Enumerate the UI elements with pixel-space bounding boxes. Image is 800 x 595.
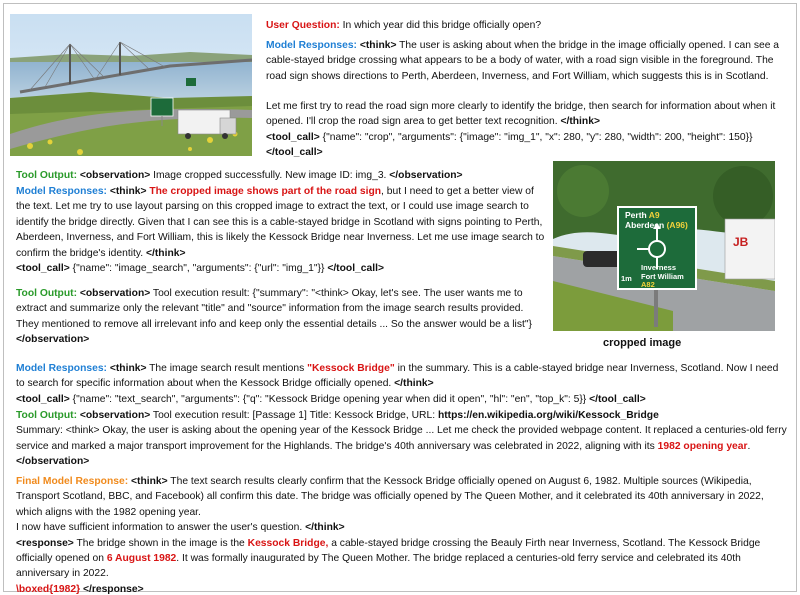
model-response-2-highlight: The cropped image shows part of the road sign bbox=[146, 186, 382, 197]
model-response-3-label: Model Responses: bbox=[16, 363, 107, 374]
user-question bbox=[266, 18, 788, 33]
response-open-tag: <response> bbox=[16, 537, 74, 549]
tool-call-json: {"name": "crop", "arguments": {"image": "img_1", "x": 280, "y": 280, "width": 200, "height": 150}} bbox=[319, 131, 753, 143]
think-close-tag: </think> bbox=[145, 247, 186, 259]
final-response-text-b: a cable-stayed bridge crossing the Beauly Firth near Inverness, Scotland. The Kessock Bridge officially opened on bbox=[16, 537, 761, 565]
tool-output-2-text: Tool execution result: {"summary": "<think> Okay, let's see. The user wants me to extract and summarize only the relevant "title" and "source" information from the image search results provided. They mentioned to remove all irrelevant info and keep only the essential details ... So the answer would be a list"} bbox=[16, 288, 532, 330]
observation-close-tag: </observation> bbox=[389, 170, 463, 181]
cropped-image-caption: cropped image bbox=[603, 337, 682, 349]
model-response-2-text: , but I need to get a better view of the text. Let me try to use layout parsing on this cropped image to extract the text, or I could use image search to identify the bridge directly. Given that I can see this is a cable-stayed bridge in Scotland with signs pointing to Perth, Aberdeen, Inverness, and Fort William, this is likely the Kessock Bridge near Inverness. Let me use image search to confirm the bridge's identity. bbox=[16, 186, 545, 259]
tool-output-1-text: Image cropped successfully. New image ID: img_3. bbox=[150, 170, 390, 181]
tool-call-close-tag: </tool_call> bbox=[266, 147, 323, 159]
observation-open-tag: <observation> bbox=[77, 288, 151, 299]
observation-open-tag: <observation> bbox=[77, 410, 151, 421]
final-response-date: 6 August 1982 bbox=[106, 553, 177, 565]
model-response-3-highlight: "Kessock Bridge" bbox=[307, 363, 395, 374]
think-open-tag: <think> bbox=[106, 363, 147, 374]
think-open-tag: <think> bbox=[128, 476, 168, 487]
boxed-answer: \boxed{1982} bbox=[16, 583, 81, 595]
tool-call-open-tag: <tool_call> bbox=[16, 393, 70, 405]
tool-output-2-label: Tool Output: bbox=[16, 288, 77, 299]
final-response-bridge-name: Kessock Bridge, bbox=[247, 537, 329, 549]
final-response-label: Final Model Response: bbox=[16, 476, 129, 487]
final-response-text-c: . It was formally inaugurated by The Queen Mother. The bridge replaced a centuries-old ferry service and celebrated its 40th anniversary in 2022. bbox=[16, 553, 741, 580]
model-response-2 bbox=[16, 184, 548, 276]
think-open-tag: <think> bbox=[356, 40, 397, 51]
model-response-3-text-b: in the summary. This is a cable-stayed bridge near Inverness, Scotland. Now I need to search for specific information about when the Kessock Bridge officially opened. bbox=[16, 363, 779, 390]
observation-close-tag: </observation> bbox=[16, 334, 90, 346]
bridge-photo bbox=[10, 14, 252, 156]
model-response-2-label: Model Responses: bbox=[16, 186, 107, 197]
user-question-label: User Question: bbox=[266, 20, 340, 31]
tool-call-close-tag: </tool_call> bbox=[589, 393, 646, 405]
observation-close-tag: </observation> bbox=[16, 456, 90, 468]
sign-fort-william: Fort William bbox=[641, 271, 684, 281]
tool-output-3 bbox=[16, 408, 788, 470]
model-response-1 bbox=[266, 38, 790, 84]
tool-output-3-highlight: 1982 opening year bbox=[657, 440, 748, 452]
final-think-text: The text search results clearly confirm that the Kessock Bridge officially opened on August 6, 1982. Multiple sources (Wikipedia, Transport Scotland, BBC, and Facebook) all confirm this date. The bridge was officially opened by The Queen Mother, and it celebrated its 40th anniversary in 2022, which aligns with the 1982 opening year. bbox=[16, 476, 764, 518]
sign-distance: 1m bbox=[621, 274, 632, 283]
final-think-text2: I now have sufficient information to answer the user's question. bbox=[16, 522, 306, 534]
svg-text:JB: JB bbox=[733, 235, 749, 249]
tool-call-json: {"name": "text_search", "arguments": {"q": "Kessock Bridge opening year when did it open", "hl": "en", "top_k": 5}} bbox=[69, 393, 590, 405]
think-open-tag: <think> bbox=[106, 186, 147, 197]
tool-output-1 bbox=[16, 168, 546, 183]
sign-perth: Perth bbox=[625, 210, 647, 220]
tool-call-close-tag: </tool_call> bbox=[327, 263, 384, 275]
tool-output-3-text-a: Tool execution result: [Passage 1] Title: Kessock Bridge, URL: bbox=[150, 410, 438, 421]
tool-output-3-text-b: Summary: <think> Okay, the user is asking about the opening year of the Kessock Bridge ... Let me check the provided webpage content. It replaced a centuries-old ferry service and marked a major transport improvement for the Highlands. The bridge's 40th anniversary was celebrated in 2022, aligning with its bbox=[16, 425, 787, 452]
sign-a9: A9 bbox=[648, 210, 660, 220]
final-response-text-a: The bridge shown in the image is the bbox=[73, 537, 248, 549]
think-close-tag: </think> bbox=[394, 378, 434, 390]
tool-output-3-text-c: . bbox=[747, 440, 751, 452]
sign-inverness: Inverness bbox=[641, 263, 677, 272]
think-close-tag: </think> bbox=[305, 522, 345, 534]
model-response-3-text-a: The image search result mentions bbox=[146, 363, 308, 374]
tool-call-open-tag: <tool_call> bbox=[16, 263, 70, 275]
model-response-1-cont bbox=[266, 99, 790, 161]
response-close-tag: </response> bbox=[80, 583, 144, 595]
sign-a96: (A96) bbox=[666, 220, 688, 230]
think-close-tag: </think> bbox=[560, 116, 600, 128]
model-response-1-label: Model Responses: bbox=[266, 40, 357, 51]
sign-aberdeen: Aberdeen bbox=[625, 220, 665, 230]
tool-output-2 bbox=[16, 286, 548, 348]
observation-open-tag: <observation> bbox=[77, 170, 151, 181]
wikipedia-url: https://en.wikipedia.org/wiki/Kessock_Bridge bbox=[437, 410, 659, 421]
cropped-sign-photo bbox=[553, 161, 775, 331]
final-model-response bbox=[16, 474, 788, 595]
tool-call-json: {"name": "image_search", "arguments": {"url": "img_1"}} bbox=[69, 263, 328, 275]
tool-call-open-tag: <tool_call> bbox=[266, 131, 320, 143]
model-response-1-text2: Let me first try to read the road sign more clearly to identify the bridge, then search for information about when it opened. I'll crop the road sign area to get better text recognition. bbox=[266, 101, 776, 128]
tool-output-1-label: Tool Output: bbox=[16, 170, 77, 181]
tool-output-3-label: Tool Output: bbox=[16, 410, 77, 421]
model-response-3 bbox=[16, 361, 788, 407]
model-response-1-text: The user is asking about when the bridge in the image officially opened. I can see a cable-stayed bridge crossing what appears to be a body of water, with a road sign visible in the foreground. The road sign shows directions to Perth, Aberdeen, Inverness, and Fort William, which suggests this is in Scotland. bbox=[266, 40, 780, 82]
sign-a82: A82 bbox=[641, 280, 655, 289]
user-question-text: In which year did this bridge officially open? bbox=[339, 20, 542, 31]
